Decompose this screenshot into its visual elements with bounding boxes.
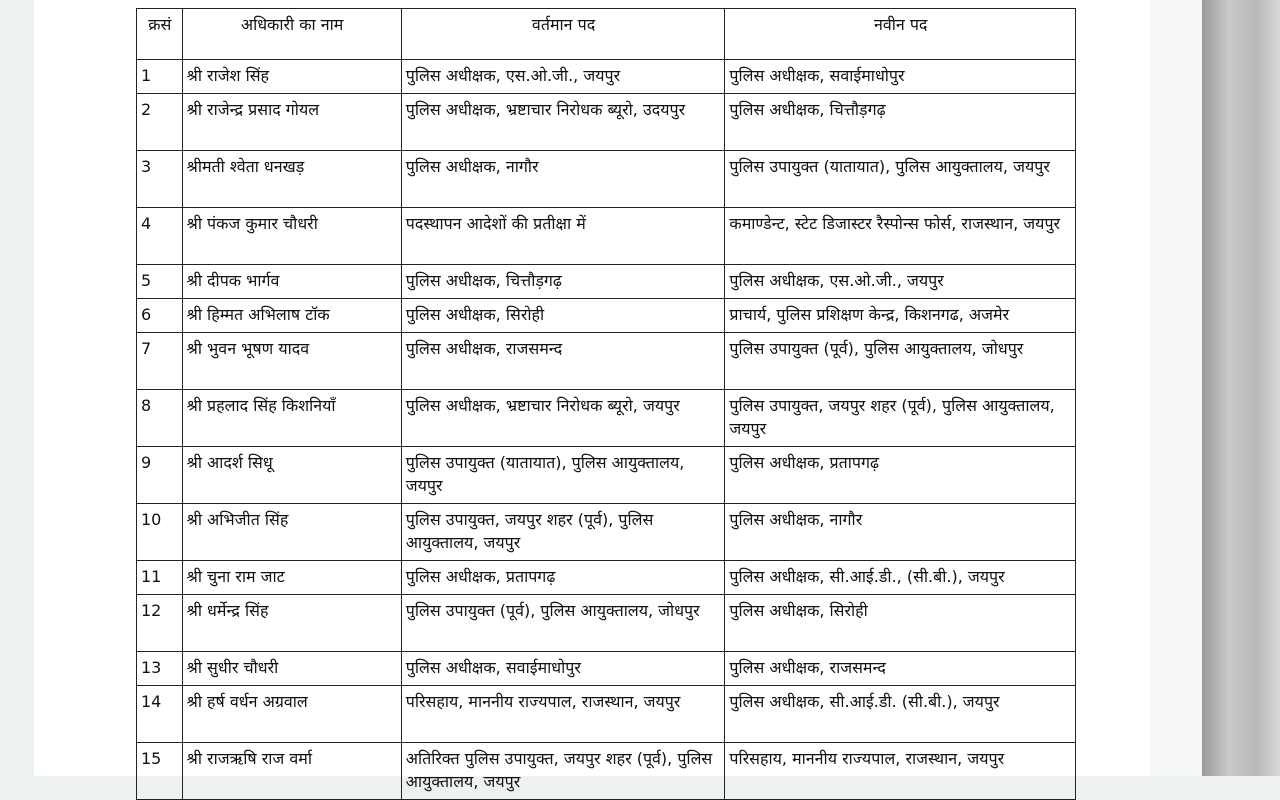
table-row — [137, 652, 1076, 686]
officer-name: श्री हर्ष वर्धन अग्रवाल — [182, 686, 401, 743]
current-post: पुलिस अधीक्षक, सिरोही — [401, 299, 725, 333]
officer-name: श्री प्रहलाद सिंह किशनियॉं — [182, 390, 401, 447]
table-row — [137, 504, 1076, 561]
current-post: पुलिस उपायुक्त (यातायात), पुलिस आयुक्तालय, जयपुर — [401, 447, 725, 504]
officer-name: श्री हिम्मत अभिलाष टॉक — [182, 299, 401, 333]
current-post: पुलिस अधीक्षक, प्रतापगढ़ — [401, 561, 725, 595]
current-post: पुलिस अधीक्षक, चित्तौड़गढ़ — [401, 265, 725, 299]
new-post: परिसहाय, माननीय राज्यपाल, राजस्थान, जयपुर — [725, 743, 1076, 800]
officer-name: श्री सुधीर चौधरी — [182, 652, 401, 686]
officer-name: श्री अभिजीत सिंह — [182, 504, 401, 561]
table-row — [137, 743, 1076, 800]
table-row — [137, 447, 1076, 504]
table-row — [137, 299, 1076, 333]
officer-name: श्री भुवन भूषण यादव — [182, 333, 401, 390]
current-post: अतिरिक्त पुलिस उपायुक्त, जयपुर शहर (पूर्व), पुलिस आयुक्तालय, जयपुर — [401, 743, 725, 800]
new-post: पुलिस उपायुक्त, जयपुर शहर (पूर्व), पुलिस आयुक्तालय, जयपुर — [725, 390, 1076, 447]
serial-no: 4 — [137, 208, 183, 265]
serial-no: 12 — [137, 595, 183, 652]
serial-no: 14 — [137, 686, 183, 743]
current-post: परिसहाय, माननीय राज्यपाल, राजस्थान, जयपुर — [401, 686, 725, 743]
table-header-row — [137, 9, 1076, 60]
current-post: पदस्थापन आदेशों की प्रतीक्षा में — [401, 208, 725, 265]
serial-no: 7 — [137, 333, 183, 390]
current-post: पुलिस अधीक्षक, नागौर — [401, 151, 725, 208]
new-post: पुलिस अधीक्षक, सवाईमाधोपुर — [725, 60, 1076, 94]
officer-name: श्रीमती श्वेता धनखड़ — [182, 151, 401, 208]
current-post: पुलिस अधीक्षक, भ्रष्टाचार निरोधक ब्यूरो, उदयपुर — [401, 94, 725, 151]
header-current-post: वर्तमान पद — [401, 9, 725, 60]
new-post: पुलिस उपायुक्त (यातायात), पुलिस आयुक्तालय, जयपुर — [725, 151, 1076, 208]
officer-name: श्री राजेन्द्र प्रसाद गोयल — [182, 94, 401, 151]
serial-no: 6 — [137, 299, 183, 333]
current-post: पुलिस अधीक्षक, राजसमन्द — [401, 333, 725, 390]
serial-no: 15 — [137, 743, 183, 800]
table-row — [137, 561, 1076, 595]
current-post: पुलिस अधीक्षक, सवाईमाधोपुर — [401, 652, 725, 686]
header-officer-name: अधिकारी का नाम — [182, 9, 401, 60]
officer-name: श्री आदर्श सिधू — [182, 447, 401, 504]
current-post: पुलिस उपायुक्त, जयपुर शहर (पूर्व), पुलिस आयुक्तालय, जयपुर — [401, 504, 725, 561]
transfer-orders-table — [136, 8, 1076, 800]
table-row — [137, 390, 1076, 447]
serial-no: 9 — [137, 447, 183, 504]
new-post: पुलिस अधीक्षक, एस.ओ.जी., जयपुर — [725, 265, 1076, 299]
officer-name: श्री धर्मेन्द्र सिंह — [182, 595, 401, 652]
current-post: पुलिस अधीक्षक, एस.ओ.जी., जयपुर — [401, 60, 725, 94]
serial-no: 13 — [137, 652, 183, 686]
new-post: कमाण्डेन्ट, स्टेट डिजास्टर रैस्पोन्स फोर्स, राजस्थान, जयपुर — [725, 208, 1076, 265]
serial-no: 1 — [137, 60, 183, 94]
officer-name: श्री पंकज कुमार चौधरी — [182, 208, 401, 265]
table-row — [137, 151, 1076, 208]
officer-name: श्री दीपक भार्गव — [182, 265, 401, 299]
new-post: पुलिस उपायुक्त (पूर्व), पुलिस आयुक्तालय, जोधपुर — [725, 333, 1076, 390]
new-post: पुलिस अधीक्षक, नागौर — [725, 504, 1076, 561]
new-post: पुलिस अधीक्षक, सी.आई.डी. (सी.बी.), जयपुर — [725, 686, 1076, 743]
serial-no: 10 — [137, 504, 183, 561]
header-serial-no: क्रसं — [137, 9, 183, 60]
new-post: पुलिस अधीक्षक, प्रतापगढ़ — [725, 447, 1076, 504]
table-row — [137, 595, 1076, 652]
serial-no: 3 — [137, 151, 183, 208]
table-row — [137, 265, 1076, 299]
serial-no: 5 — [137, 265, 183, 299]
new-post: प्राचार्य, पुलिस प्रशिक्षण केन्द्र, किशनगढ, अजमेर — [725, 299, 1076, 333]
new-post: पुलिस अधीक्षक, चित्तौड़गढ़ — [725, 94, 1076, 151]
current-post: पुलिस उपायुक्त (पूर्व), पुलिस आयुक्तालय, जोधपुर — [401, 595, 725, 652]
header-new-post: नवीन पद — [725, 9, 1076, 60]
officer-name: श्री राजऋषि राज वर्मा — [182, 743, 401, 800]
officer-name: श्री राजेश सिंह — [182, 60, 401, 94]
background-photo-strip — [1202, 0, 1280, 776]
table-row — [137, 94, 1076, 151]
new-post: पुलिस अधीक्षक, सिरोही — [725, 595, 1076, 652]
serial-no: 2 — [137, 94, 183, 151]
table-row — [137, 333, 1076, 390]
table-row — [137, 686, 1076, 743]
side-panel — [1150, 0, 1202, 776]
new-post: पुलिस अधीक्षक, राजसमन्द — [725, 652, 1076, 686]
serial-no: 11 — [137, 561, 183, 595]
new-post: पुलिस अधीक्षक, सी.आई.डी., (सी.बी.), जयपुर — [725, 561, 1076, 595]
serial-no: 8 — [137, 390, 183, 447]
current-post: पुलिस अधीक्षक, भ्रष्टाचार निरोधक ब्यूरो, जयपुर — [401, 390, 725, 447]
officer-name: श्री चुना राम जाट — [182, 561, 401, 595]
table-row — [137, 60, 1076, 94]
table-row — [137, 208, 1076, 265]
